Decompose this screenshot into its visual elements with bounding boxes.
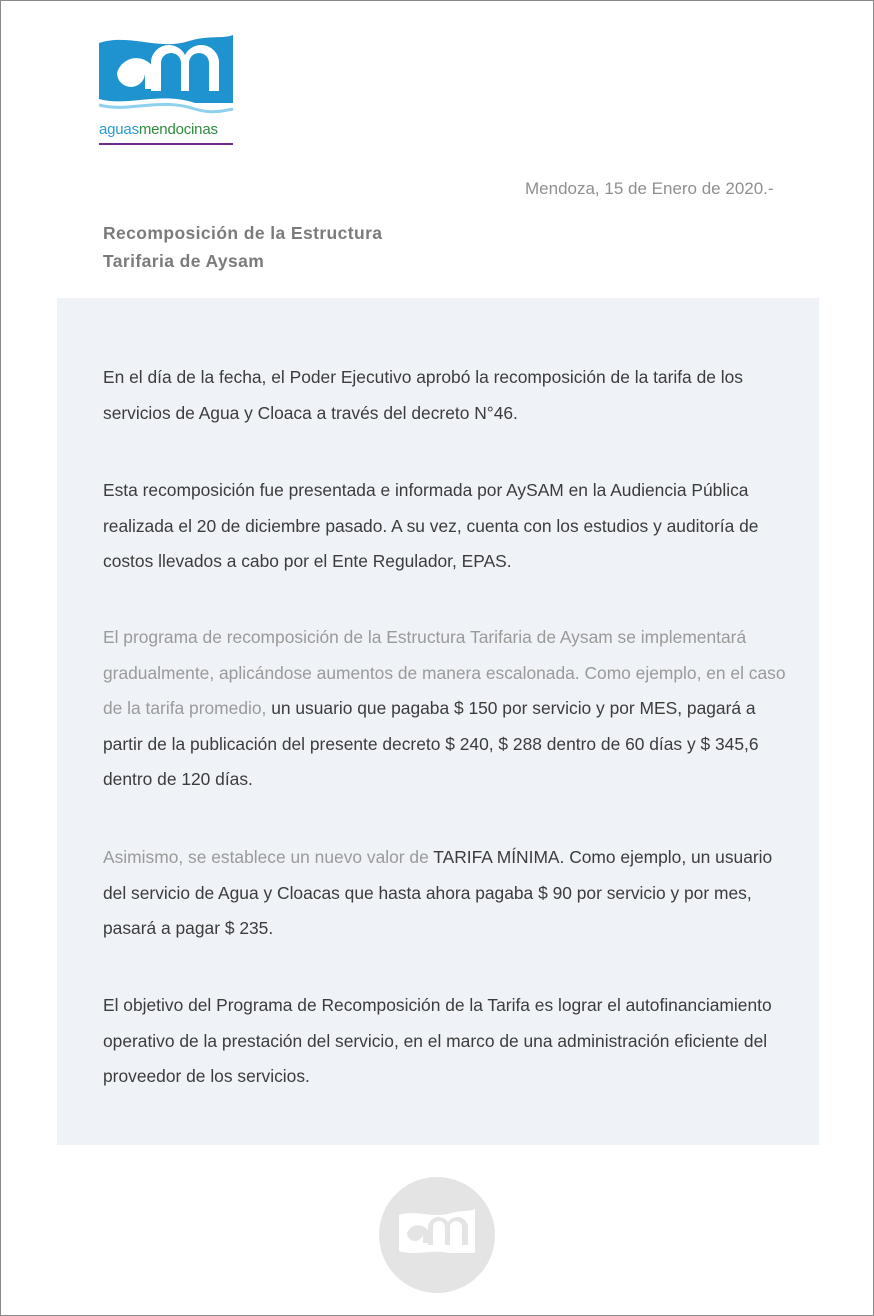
aguas-mendocinas-logo <box>99 33 235 149</box>
title-line-2: Tarifaria de Aysam <box>103 251 265 271</box>
am-logo-icon <box>99 33 235 119</box>
paragraph-3-main: un usuario que pagaba $ 150 por servicio y por MES, pagará a partir de la publicación del presente decreto $ 240, $ 288 dentro de 60 días y $ 345,6 dentro de 120 días. <box>103 698 759 789</box>
am-logo-watermark-icon <box>397 1207 477 1261</box>
paragraph-4 <box>103 840 793 947</box>
logo-underline <box>99 143 233 145</box>
document-title <box>103 219 382 275</box>
logo-wordmark: aguasmendocinas <box>99 121 218 138</box>
paragraph-1: En el día de la fecha, el Poder Ejecutivo aprobó la recomposición de la tarifa de los servicios de Agua y Cloaca a través del decreto N°46. <box>103 367 743 423</box>
paragraph-5: El objetivo del Programa de Recomposición de la Tarifa es lograr el autofinanciamiento operativo de la prestación del servicio, en el marco de una administración eficiente del proveedor de los servicios. <box>103 995 772 1086</box>
paragraph-4-muted: Asimismo, se establece un nuevo valor de <box>103 847 429 867</box>
paragraph-4-main: TARIFA MÍNIMA. Como ejemplo, un usuario del servicio de Agua y Cloacas que hasta ahora pagaba $ 90 por servicio y por mes, pasará a pagar $ 235. <box>103 847 773 938</box>
paragraph-3-muted: El programa de recomposición de la Estructura Tarifaria de Aysam se implementará gradualmente, aplicándose aumentos de manera escalonada. Como ejemplo, en el caso de la tarifa promedio, <box>103 627 786 718</box>
content-panel <box>57 298 819 1145</box>
title-line-1: Recomposición de la Estructura <box>103 223 383 243</box>
footer-seal <box>379 1177 495 1293</box>
paragraph-3 <box>103 620 793 798</box>
document-date: Mendoza, 15 de Enero de 2020.- <box>525 179 774 198</box>
paragraph-2: Esta recomposición fue presentada e informada por AySAM en la Audiencia Pública realizada el 20 de diciembre pasado. A su vez, cuenta con los estudios y auditoría de costos llevados a cabo por el Ente Regulador, EPAS. <box>103 480 759 571</box>
